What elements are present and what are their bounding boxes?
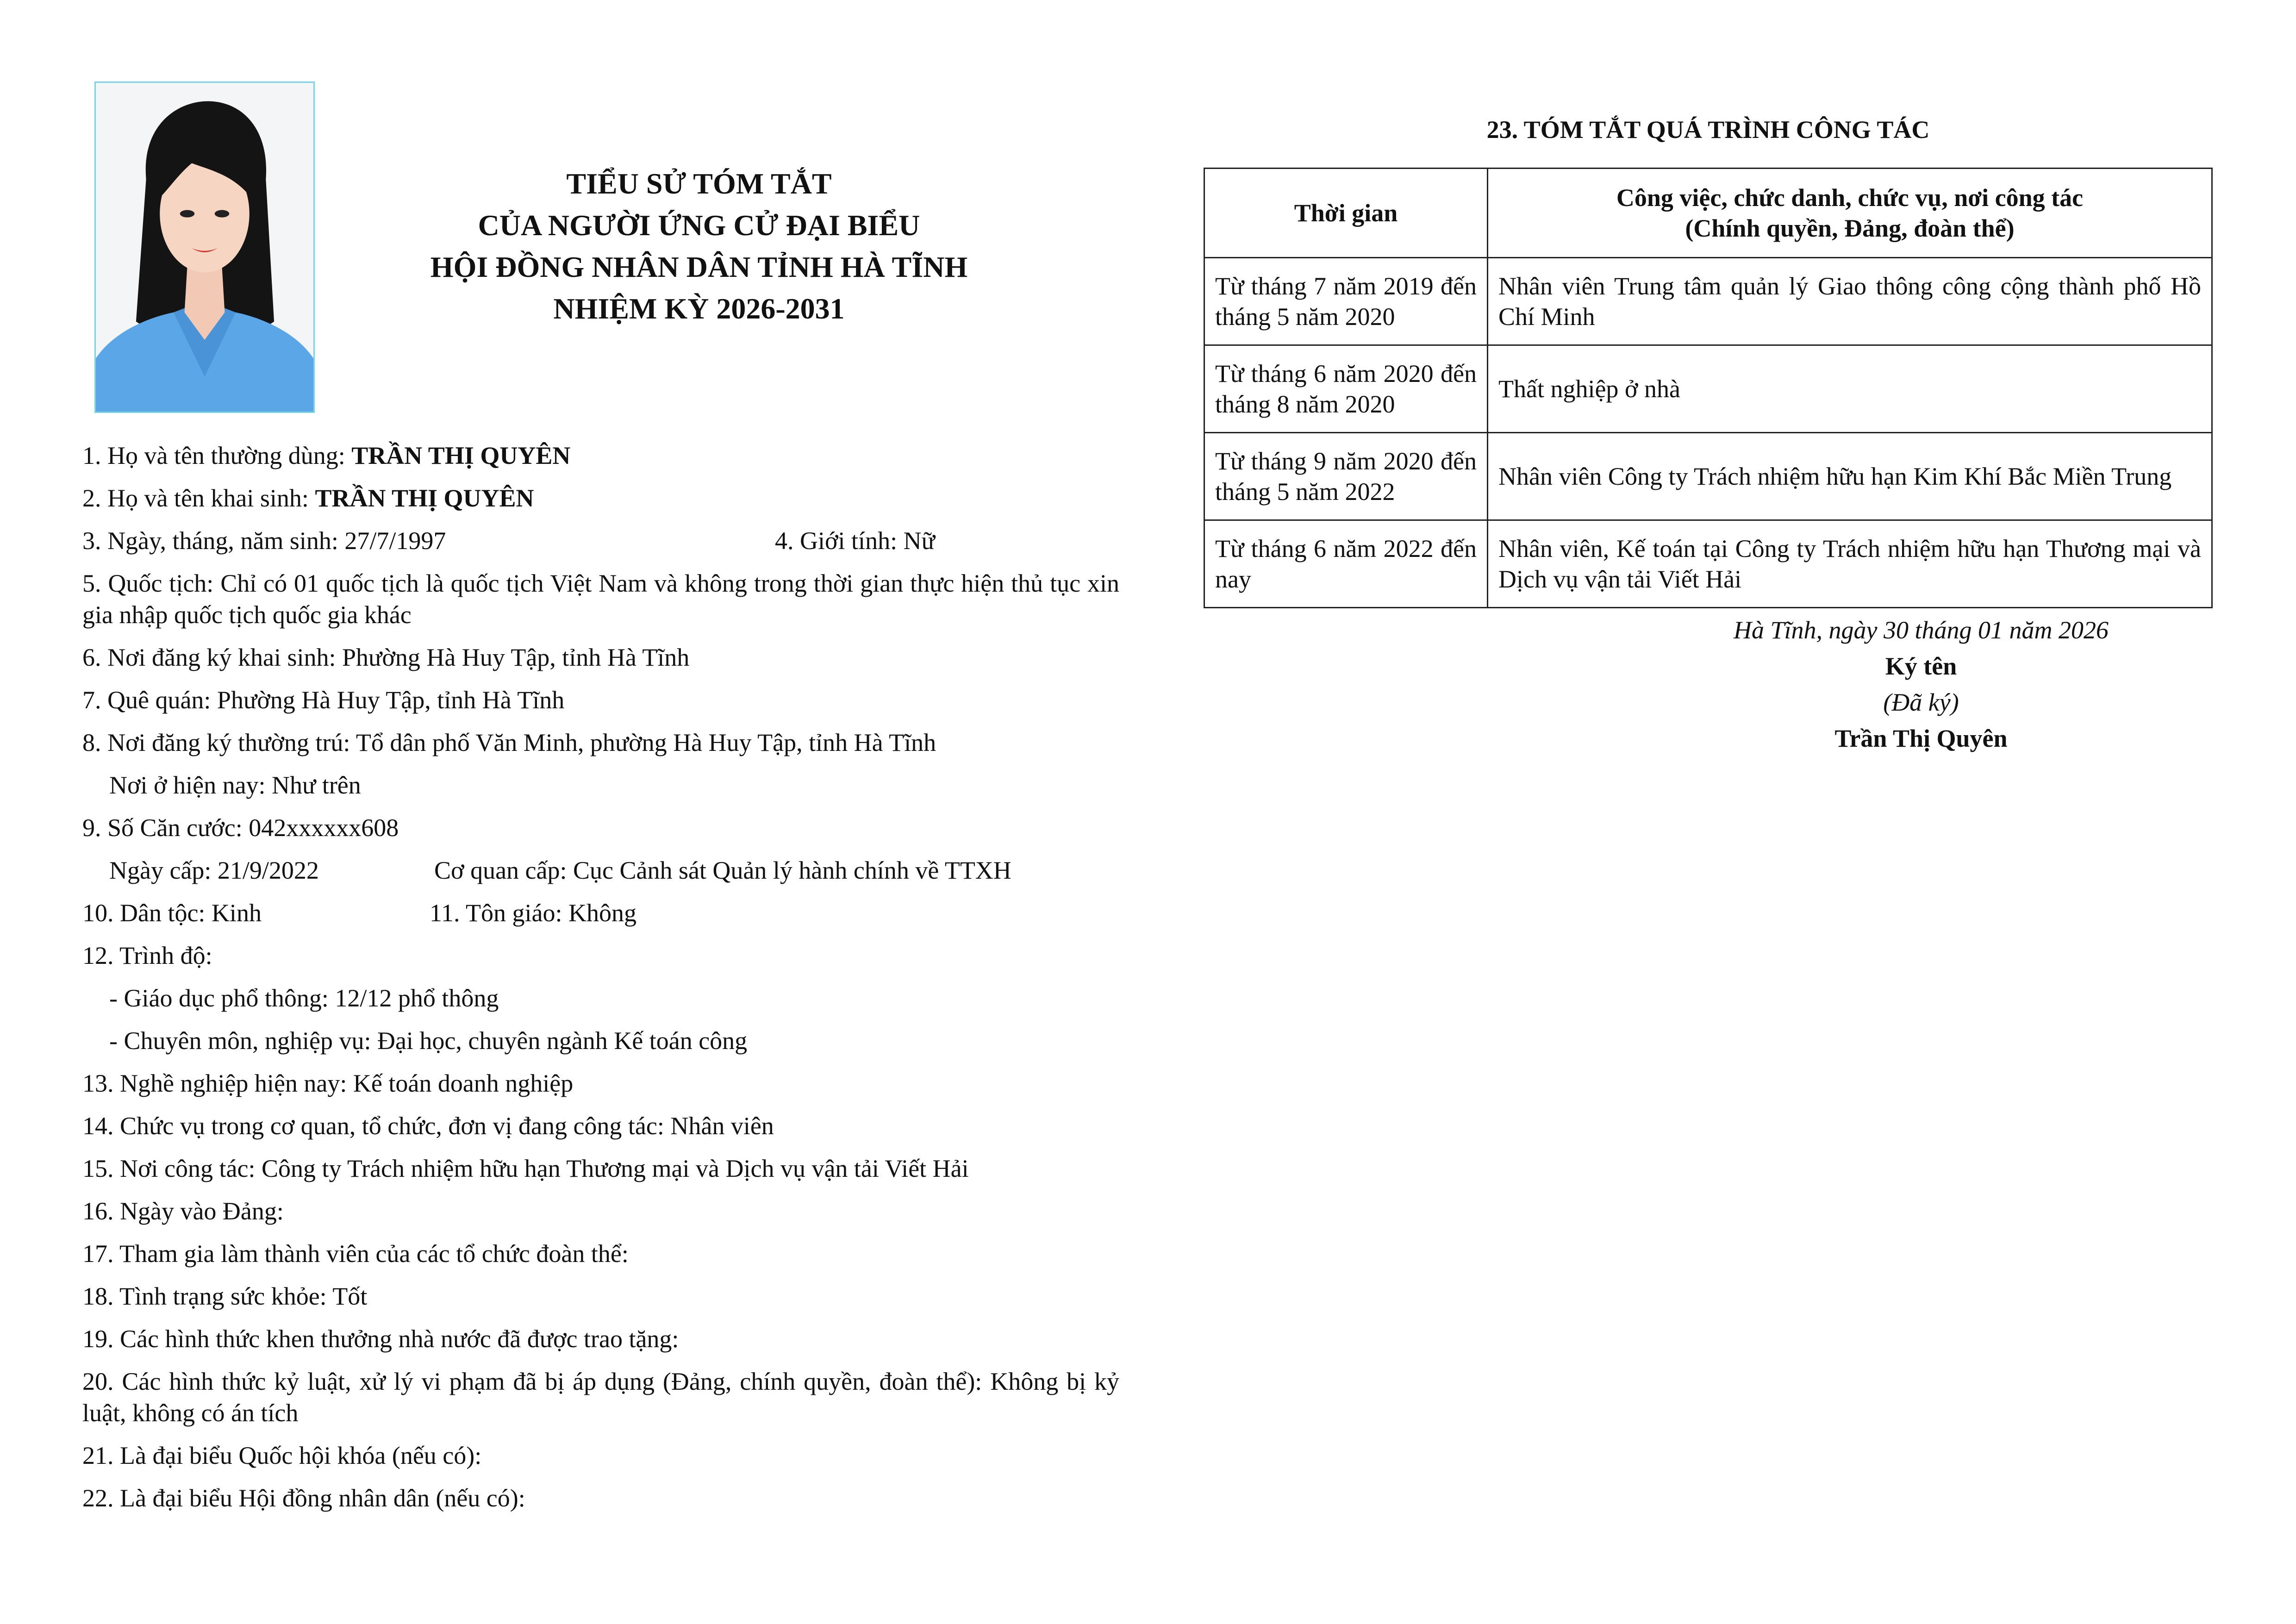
info-line-18: 18. Tình trạng sức khỏe: Tốt — [82, 1282, 368, 1310]
table-row — [1204, 520, 2212, 608]
table-header-row — [1204, 169, 2212, 258]
info-line-1 — [82, 440, 1119, 482]
label: 2. Họ và tên khai sinh: — [82, 484, 315, 512]
info-line-2 — [82, 482, 1119, 525]
gender: 4. Giới tính: Nữ — [775, 527, 935, 555]
row-time: Từ tháng 6 năm 2020 đến tháng 8 năm 2020 — [1204, 345, 1488, 433]
info-line-22: 22. Là đại biểu Hội đồng nhân dân (nếu có): — [82, 1484, 525, 1512]
document-title — [352, 163, 1046, 330]
info-line-8b: Nơi ở hiện nay: Như trên — [109, 771, 361, 799]
sign-label: Ký tên — [1885, 652, 1957, 680]
birth-name: TRẦN THỊ QUYÊN — [315, 484, 534, 512]
table-row — [1204, 433, 2212, 520]
birth-date: 3. Ngày, tháng, năm sinh: 27/7/1997 — [82, 527, 446, 555]
info-line-9b — [82, 855, 1119, 897]
info-line-10 — [82, 897, 1119, 940]
row-time: Từ tháng 7 năm 2019 đến tháng 5 năm 2020 — [1204, 258, 1488, 345]
title-line-2: CỦA NGƯỜI ỨNG CỬ ĐẠI BIỂU — [478, 209, 920, 242]
title-line-1: TIỂU SỬ TÓM TẮT — [566, 167, 832, 200]
info-line-21: 21. Là đại biểu Quốc hội khóa (nếu có): — [82, 1442, 482, 1469]
info-line-9: 9. Số Căn cước: 042xxxxxx608 — [82, 814, 399, 842]
title-line-4: NHIỆM KỲ 2026-2031 — [553, 292, 845, 325]
table-row — [1204, 258, 2212, 345]
info-line-17: 17. Tham gia làm thành viên của các tổ chức đoàn thể: — [82, 1240, 629, 1268]
portrait-photo — [94, 81, 315, 413]
info-line-20: 20. Các hình thức kỷ luật, xử lý vi phạm đã bị áp dụng (Đảng, chính quyền, đoàn thể): Không bị kỷ luật, không có án tích — [82, 1368, 1119, 1427]
info-line-12: 12. Trình độ: — [82, 942, 212, 969]
info-line-5: 5. Quốc tịch: Chỉ có 01 quốc tịch là quốc tịch Việt Nam và không trong thời gian thực hiện thủ tục xin gia nhập quốc tịch quốc gia khác — [82, 569, 1119, 629]
religion: 11. Tôn giáo: Không — [430, 899, 636, 927]
info-line-8: 8. Nơi đăng ký thường trú: Tổ dân phố Văn Minh, phường Hà Huy Tập, tỉnh Hà Tĩnh — [82, 729, 936, 756]
signer-name: Trần Thị Quyên — [1834, 725, 2008, 752]
ethnicity: 10. Dân tộc: Kinh — [82, 899, 262, 927]
place-date: Hà Tĩnh, ngày 30 tháng 01 năm 2026 — [1734, 616, 2109, 644]
header-job-line-2: (Chính quyền, Đảng, đoàn thể) — [1685, 214, 2015, 242]
row-job: Nhân viên, Kế toán tại Công ty Trách nhiệm hữu hạn Thương mại và Dịch vụ vận tải Viết Hải — [1488, 520, 2212, 608]
header-time: Thời gian — [1204, 169, 1488, 258]
title-line-3: HỘI ĐỒNG NHÂN DÂN TỈNH HÀ TĨNH — [430, 250, 968, 283]
work-history-table — [1204, 168, 2213, 608]
label: 1. Họ và tên thường dùng: — [82, 442, 352, 469]
info-line-13: 13. Nghề nghiệp hiện nay: Kế toán doanh nghiệp — [82, 1069, 574, 1097]
issue-date: Ngày cấp: 21/9/2022 — [109, 856, 319, 884]
info-line-3 — [82, 525, 1119, 568]
signature-block — [1620, 612, 2222, 756]
work-history-title: 23. TÓM TẮT QUÁ TRÌNH CÔNG TÁC — [1486, 116, 1930, 144]
header-job-line-1: Công việc, chức danh, chức vụ, nơi công tác — [1616, 184, 2084, 212]
info-line-6: 6. Nơi đăng ký khai sinh: Phường Hà Huy Tập, tỉnh Hà Tĩnh — [82, 643, 690, 671]
info-line-7: 7. Quê quán: Phường Hà Huy Tập, tỉnh Hà Tĩnh — [82, 686, 565, 714]
row-time: Từ tháng 9 năm 2020 đến tháng 5 năm 2022 — [1204, 433, 1488, 520]
info-line-14: 14. Chức vụ trong cơ quan, tổ chức, đơn vị đang công tác: Nhân viên — [82, 1112, 774, 1140]
signed-note: (Đã ký) — [1883, 688, 1959, 716]
info-line-16: 16. Ngày vào Đảng: — [82, 1197, 284, 1225]
common-name: TRẦN THỊ QUYÊN — [351, 442, 571, 469]
biography-info — [82, 440, 1119, 1525]
portrait-icon — [96, 83, 313, 412]
info-line-12b: - Chuyên môn, nghiệp vụ: Đại học, chuyên ngành Kế toán công — [109, 1027, 748, 1055]
info-line-15: 15. Nơi công tác: Công ty Trách nhiệm hữu hạn Thương mại và Dịch vụ vận tải Viết Hải — [82, 1155, 969, 1182]
info-line-12a: - Giáo dục phổ thông: 12/12 phổ thông — [109, 984, 499, 1012]
issuing-agency: Cơ quan cấp: Cục Cảnh sát Quản lý hành chính về TTXH — [434, 856, 1011, 884]
header-job — [1488, 169, 2212, 258]
row-time: Từ tháng 6 năm 2022 đến nay — [1204, 520, 1488, 608]
row-job: Nhân viên Công ty Trách nhiệm hữu hạn Kim Khí Bắc Miền Trung — [1488, 433, 2212, 520]
row-job: Nhân viên Trung tâm quản lý Giao thông công cộng thành phố Hồ Chí Minh — [1488, 258, 2212, 345]
row-job: Thất nghiệp ở nhà — [1488, 345, 2212, 433]
table-row — [1204, 345, 2212, 433]
info-line-19: 19. Các hình thức khen thưởng nhà nước đã được trao tặng: — [82, 1325, 679, 1353]
